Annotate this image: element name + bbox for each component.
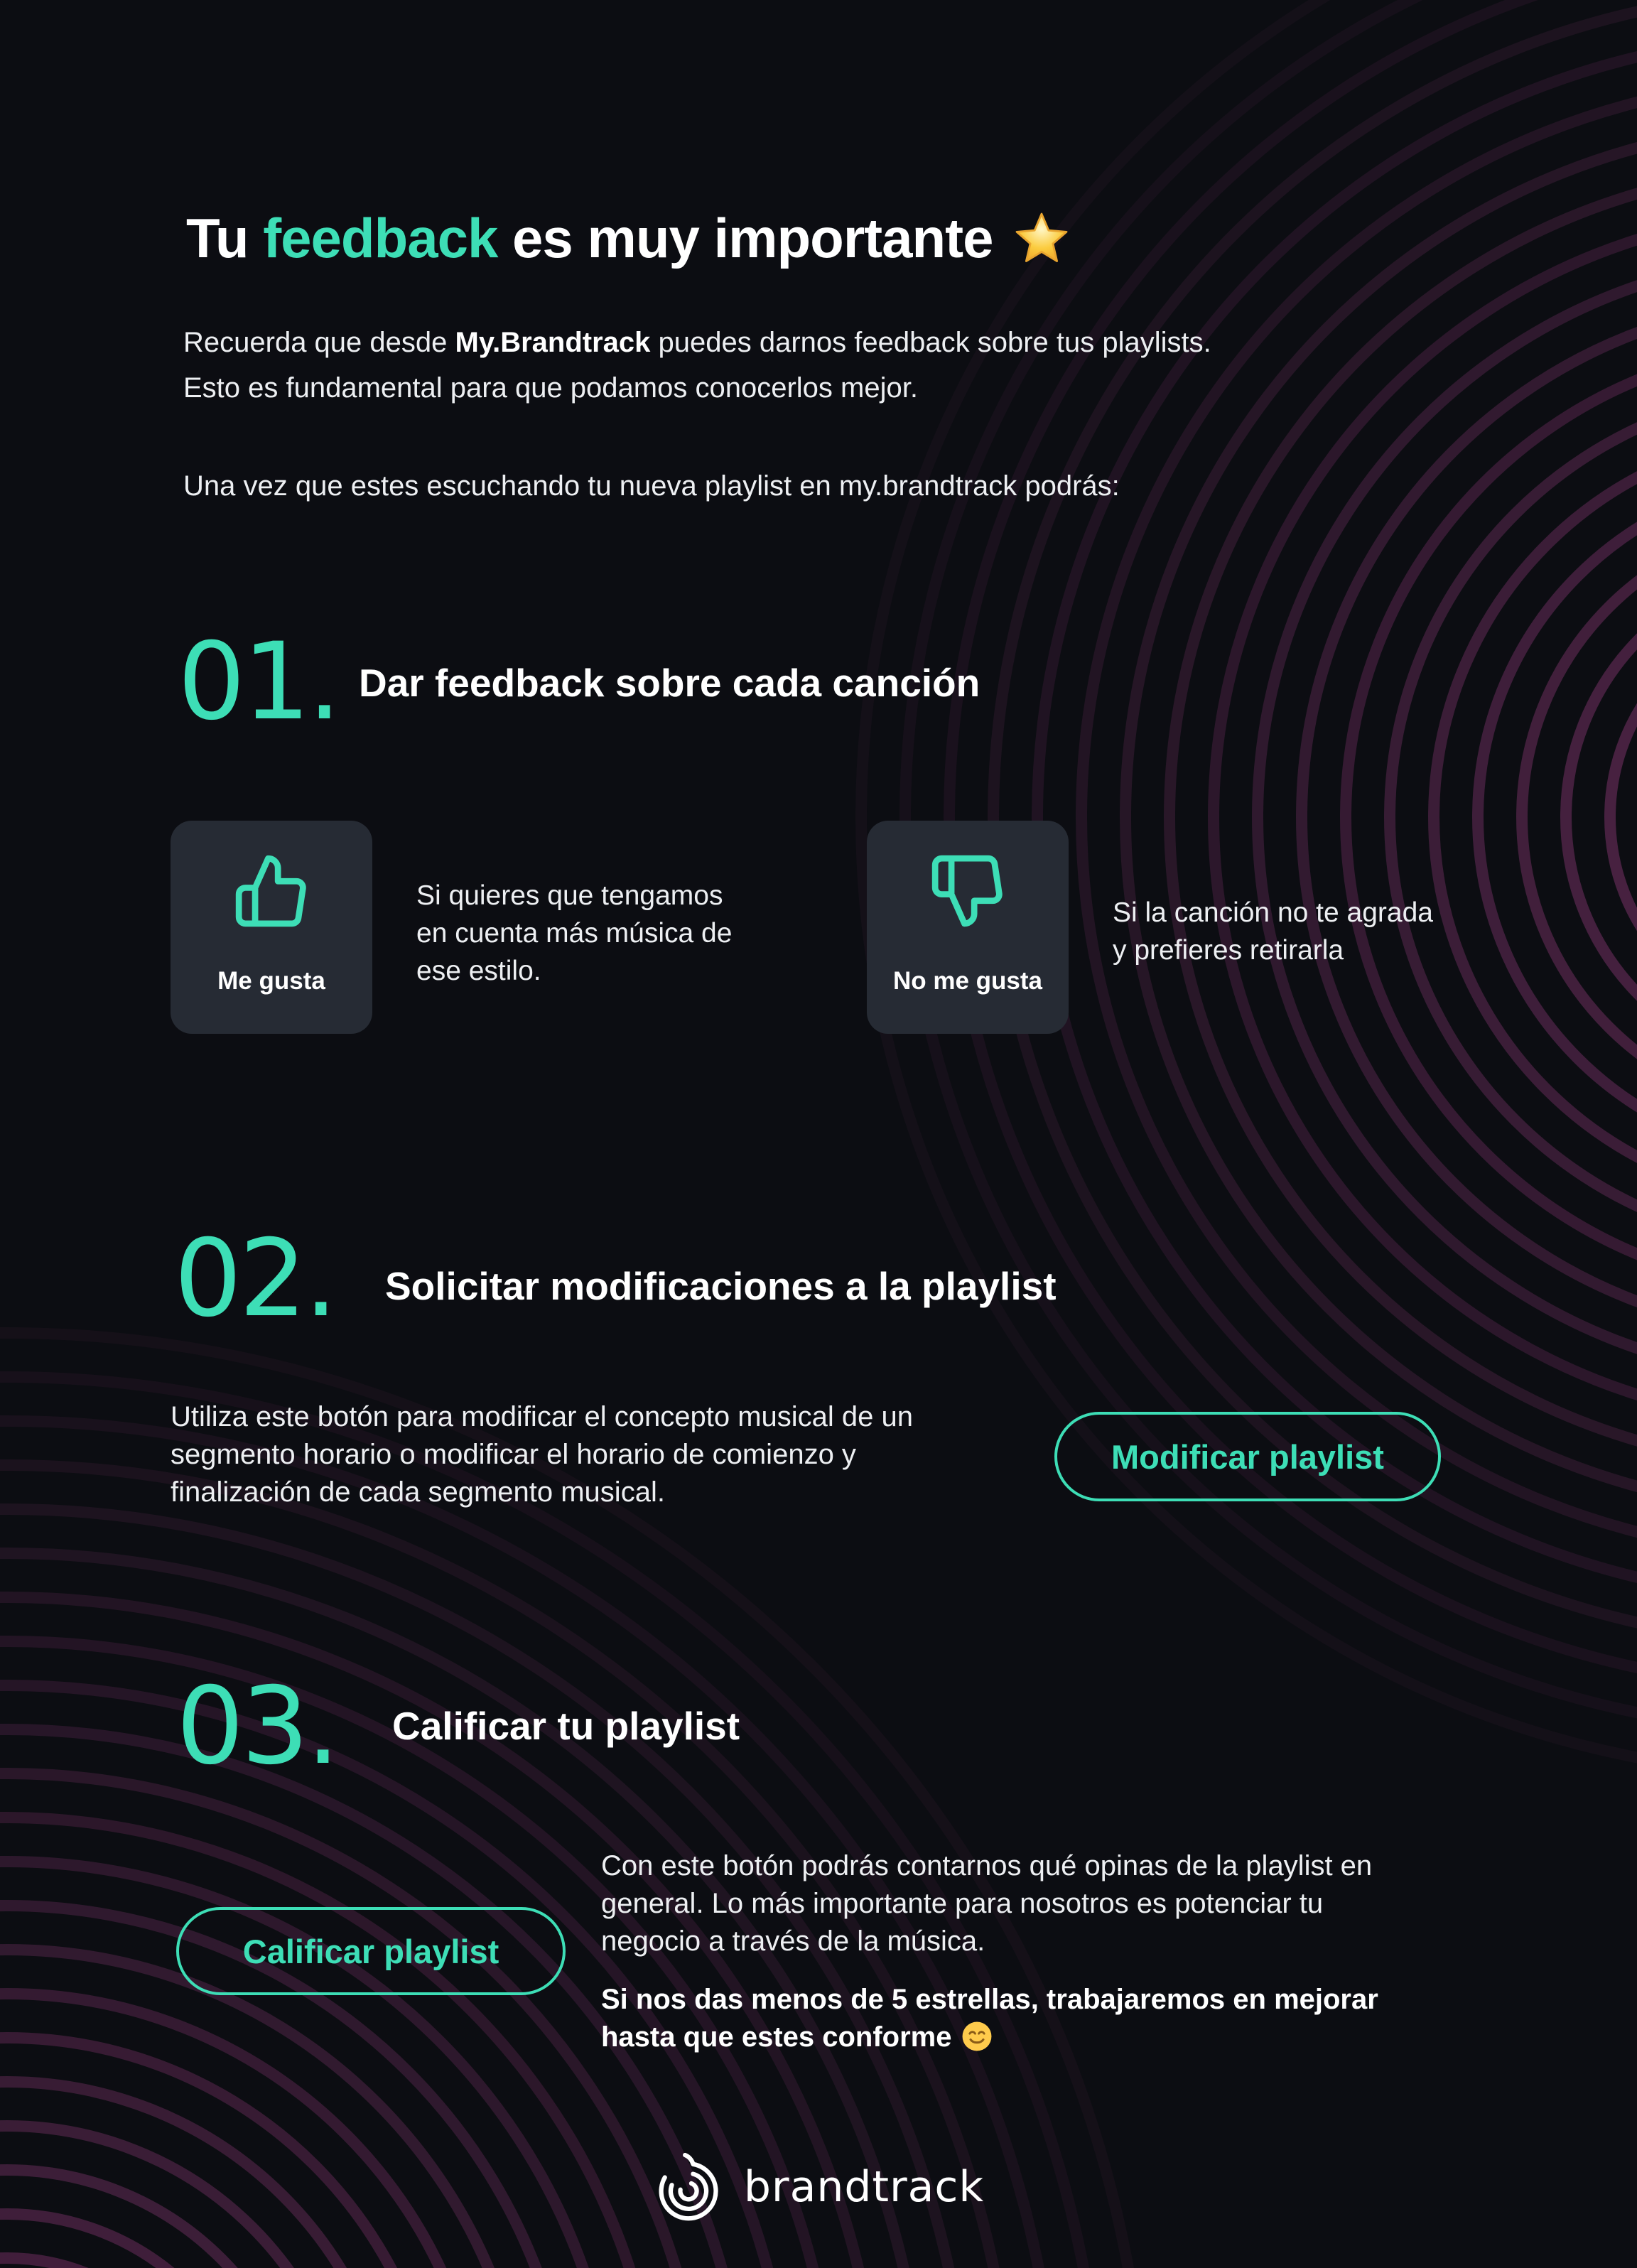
modify-playlist-button[interactable]: Modificar playlist [1054, 1412, 1441, 1501]
section-02-paragraph [171, 1398, 913, 1511]
intro-line-1 [183, 320, 1211, 365]
intro-line-3: Una vez que estes escuchando tu nueva playlist en my.brandtrack podrás: [183, 470, 1120, 502]
thumbs-down-icon [929, 852, 1007, 930]
section-03-paragraph-line: Con este botón podrás contarnos qué opinas de la playlist en [601, 1850, 1373, 1881]
like-description-line: ese estilo. [416, 956, 541, 986]
rate-playlist-button[interactable]: Calificar playlist [176, 1907, 566, 1995]
dislike-description [1113, 894, 1433, 969]
section-03-heading: Calificar tu playlist [392, 1704, 740, 1748]
footer [0, 2151, 1637, 2223]
section-01-number: 01. [178, 620, 339, 744]
like-card[interactable] [171, 821, 372, 1034]
like-description-line: en cuenta más música de [416, 918, 733, 949]
section-01-heading: Dar feedback sobre cada canción [359, 661, 980, 705]
rating-note-line-2 [601, 2019, 1378, 2056]
section-02-paragraph-line: Utiliza este botón para modificar el concepto musical de un [171, 1401, 913, 1432]
dislike-card-label: No me gusta [892, 967, 1043, 995]
rating-note-line-2-text: hasta que estes conforme [601, 2021, 952, 2053]
section-02-number: 02. [174, 1217, 335, 1341]
brandtrack-logo-icon [653, 2151, 724, 2223]
section-03-paragraph [601, 1847, 1372, 1960]
star-icon [1012, 209, 1071, 269]
section-03-paragraph-line: negocio a través de la música. [601, 1926, 985, 1957]
like-description-line: Si quieres que tengamos [416, 880, 723, 911]
smiley-icon [961, 2020, 993, 2053]
section-02-heading: Solicitar modificaciones a la playlist [385, 1264, 1057, 1308]
brandtrack-logo-text: brandtrack [743, 2162, 985, 2212]
like-description [416, 877, 732, 990]
rating-note [601, 1981, 1378, 2056]
dislike-description-line: y prefieres retirarla [1113, 935, 1344, 966]
intro-line-1-bold: My.Brandtrack [455, 327, 651, 358]
intro-paragraph [183, 320, 1211, 411]
dislike-card[interactable] [867, 821, 1069, 1034]
section-02-paragraph-line: finalización de cada segmento musical. [171, 1476, 665, 1508]
dislike-description-line: Si la canción no te agrada [1113, 897, 1433, 928]
like-card-label: Me gusta [217, 967, 325, 995]
rating-note-line-1: Si nos das menos de 5 estrellas, trabajaremos en mejorar [601, 1984, 1378, 2015]
section-02-paragraph-line: segmento horario o modificar el horario de comienzo y [171, 1439, 856, 1470]
intro-line-2: Esto es fundamental para que podamos conocerlos mejor. [183, 372, 918, 404]
intro-line-1-pre: Recuerda que desde [183, 327, 455, 358]
section-03-number: 03. [176, 1665, 337, 1788]
thumbs-up-icon [232, 852, 310, 930]
section-03-paragraph-line: general. Lo más importante para nosotros es potenciar tu [601, 1888, 1324, 1919]
title-post: es muy importante [497, 207, 993, 270]
page-title [186, 206, 1071, 271]
title-highlight: feedback [263, 207, 498, 270]
intro-line-1-post: puedes darnos feedback sobre tus playlists. [650, 327, 1211, 358]
title-pre: Tu [186, 207, 264, 270]
